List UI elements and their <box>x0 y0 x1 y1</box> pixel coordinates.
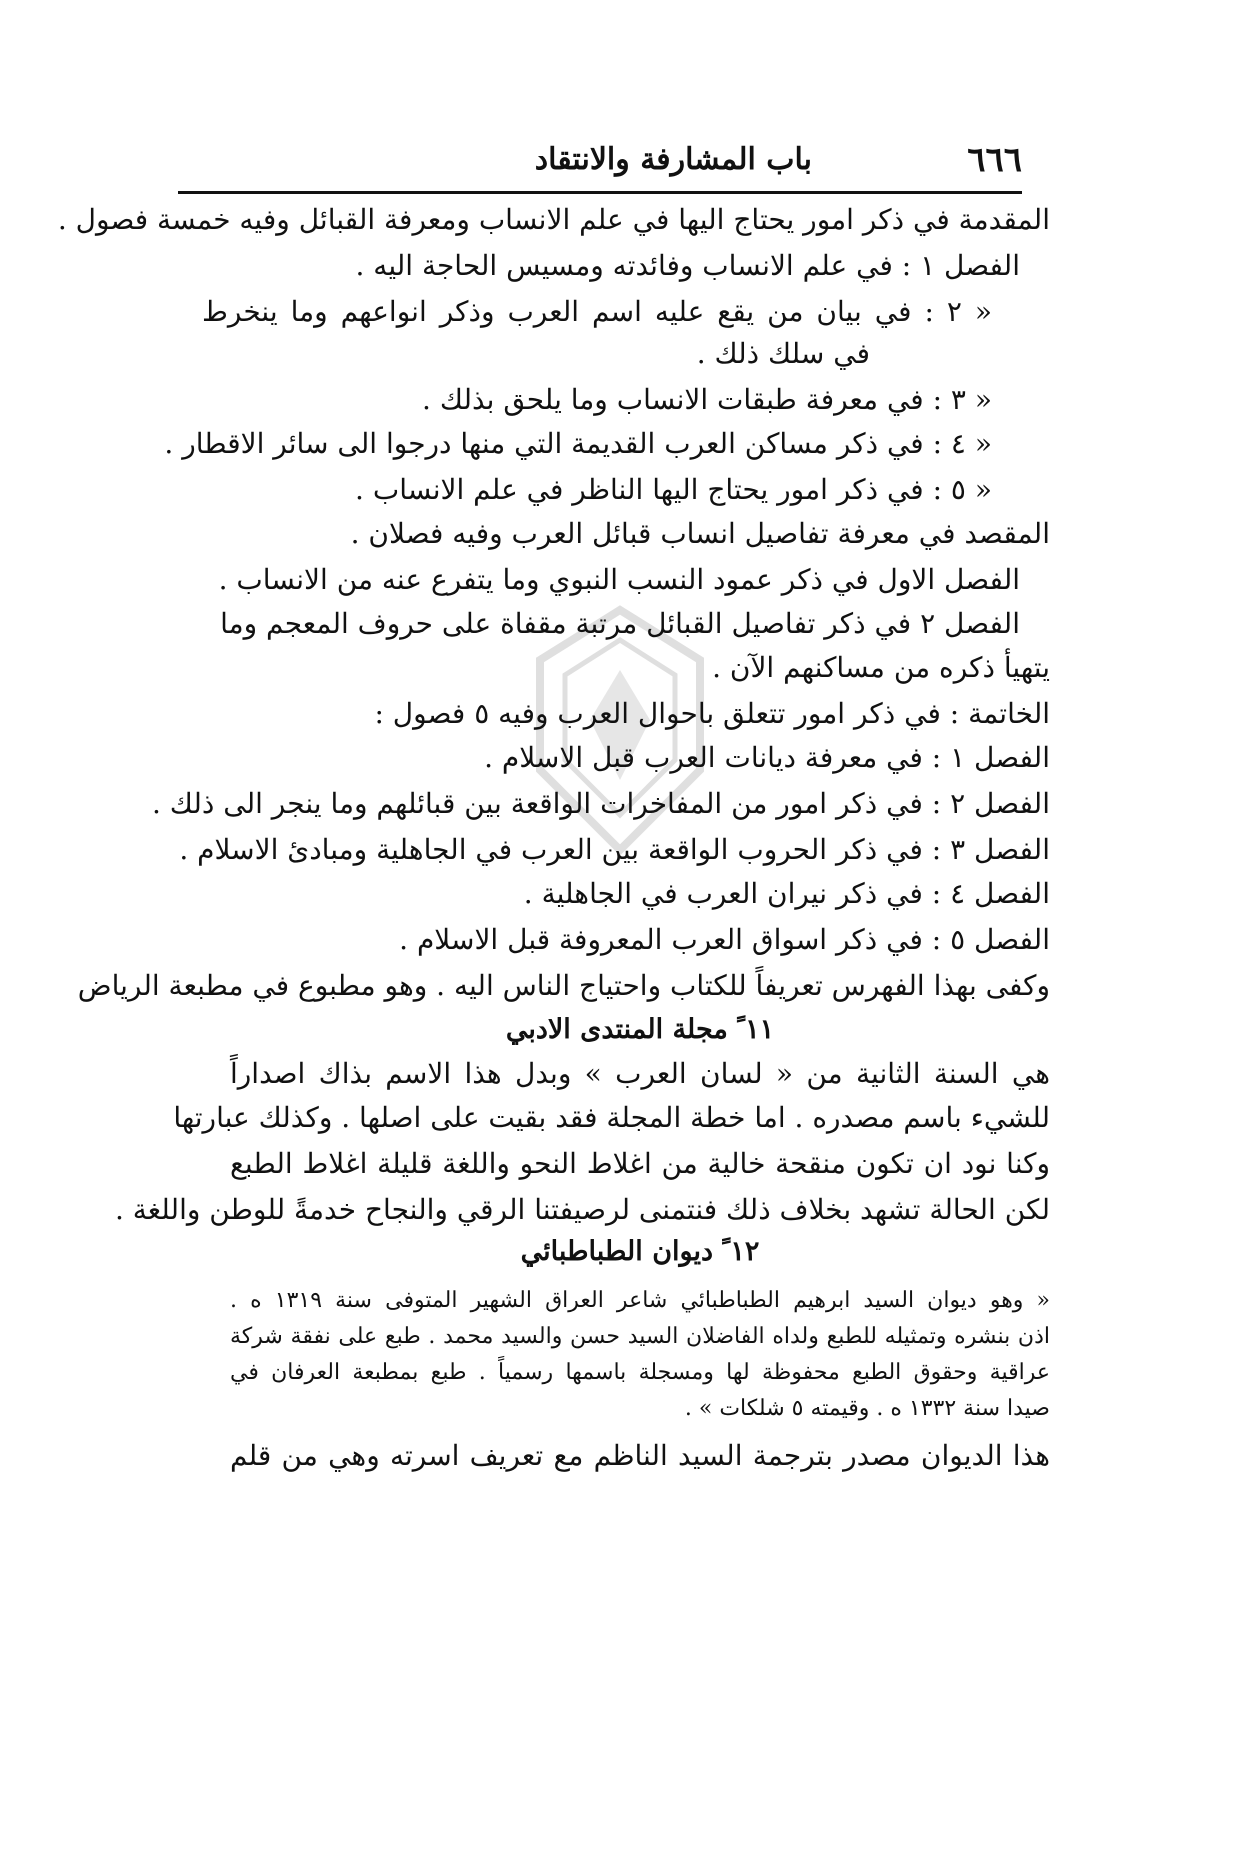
text-line: لكن الحالة تشهد بخلاف ذلك فنتمنى لرصيفتنا الرقي والنجاح خدمةً للوطن واللغة . <box>114 1193 1050 1226</box>
text-line: الفصل ٢ : في ذكر امور من المفاخرات الواقعة بين قبائلهم وما ينجر الى ذلك . <box>151 787 1050 820</box>
text-line: الفصل ٤ : في ذكر نيران العرب في الجاهلية . <box>523 877 1050 910</box>
text-line: هي السنة الثانية من « لسان العرب » وبدل هذا الاسم بذاك اصداراً <box>230 1057 1050 1090</box>
text-line: « ٣ : في معرفة طبقات الانساب وما يلحق بذلك . <box>422 383 992 416</box>
section-heading: ١٢ ً ديوان الطباطبائي <box>520 1236 760 1267</box>
quote-line: « وهو ديوان السيد ابرهيم الطباطبائي شاعر العراق الشهير المتوفى سنة ١٣١٩ ه . <box>230 1288 1050 1313</box>
running-title: باب المشارفة والانتقاد <box>534 142 812 177</box>
text-line: هذا الديوان مصدر بترجمة السيد الناظم مع تعريف اسرته وهي من قلم <box>230 1439 1050 1472</box>
text-line: « ٤ : في ذكر مساكن العرب القديمة التي منها درجوا الى سائر الاقطار . <box>164 427 992 460</box>
text-line: الفصل ١ : في علم الانساب وفائدته ومسيس الحاجة اليه . <box>355 249 1020 282</box>
page-header <box>178 140 1022 186</box>
text-line: الفصل ٣ : في ذكر الحروب الواقعة بين العرب في الجاهلية ومبادئ الاسلام . <box>179 833 1050 866</box>
text-line: الفصل ١ : في معرفة ديانات العرب قبل الاسلام . <box>484 741 1050 774</box>
text-line: للشيء باسم مصدره . اما خطة المجلة فقد بقيت على اصلها . وكذلك عبارتها <box>173 1101 1050 1134</box>
header-rule <box>178 191 1022 194</box>
text-line: الفصل ٥ : في ذكر اسواق العرب المعروفة قبل الاسلام . <box>399 923 1050 956</box>
text-line: وكفى بهذا الفهرس تعريفاً للكتاب واحتياج الناس اليه . وهو مطبوع في مطبعة الرياض <box>77 969 1050 1002</box>
text-line: « ٢ : في بيان من يقع عليه اسم العرب وذكر انواعهم وما ينخرط <box>202 295 993 328</box>
page-number: ٦٦٦ <box>967 140 1022 180</box>
text-line: الخاتمة : في ذكر امور تتعلق باحوال العرب وفيه ٥ فصول : <box>374 697 1050 730</box>
text-line: الفصل الاول في ذكر عمود النسب النبوي وما يتفرع عنه من الانساب . <box>218 563 1020 596</box>
text-line: المقصد في معرفة تفاصيل انساب قبائل العرب وفيه فصلان . <box>350 517 1050 550</box>
quote-line: صيدا سنة ١٣٣٢ ه . وقيمته ٥ شلكات » . <box>684 1396 1050 1421</box>
text-line: في سلك ذلك . <box>696 337 870 370</box>
text-line: وكنا نود ان تكون منقحة خالية من اغلاط النحو واللغة قليلة اغلاط الطبع <box>230 1147 1050 1180</box>
text-line: « ٥ : في ذكر امور يحتاج اليها الناظر في علم الانساب . <box>355 473 992 506</box>
quote-line: اذن بنشره وتمثيله للطبع ولداه الفاضلان السيد حسن والسيد محمد . طبع على نفقة شركة <box>230 1324 1050 1349</box>
text-line: يتهيأ ذكره من مساكنهم الآن . <box>712 651 1050 684</box>
quote-line: عراقية وحقوق الطبع محفوظة لها ومسجلة باسمها رسمياً . طبع بمطبعة العرفان في <box>230 1360 1050 1385</box>
text-line: المقدمة في ذكر امور يحتاج اليها في علم الانساب ومعرفة القبائل وفيه خمسة فصول . <box>57 203 1050 236</box>
text-line: الفصل ٢ في ذكر تفاصيل القبائل مرتبة مقفاة على حروف المعجم وما <box>220 607 1020 640</box>
section-heading: ١١ ً مجلة المنتدى الادبي <box>505 1014 775 1045</box>
